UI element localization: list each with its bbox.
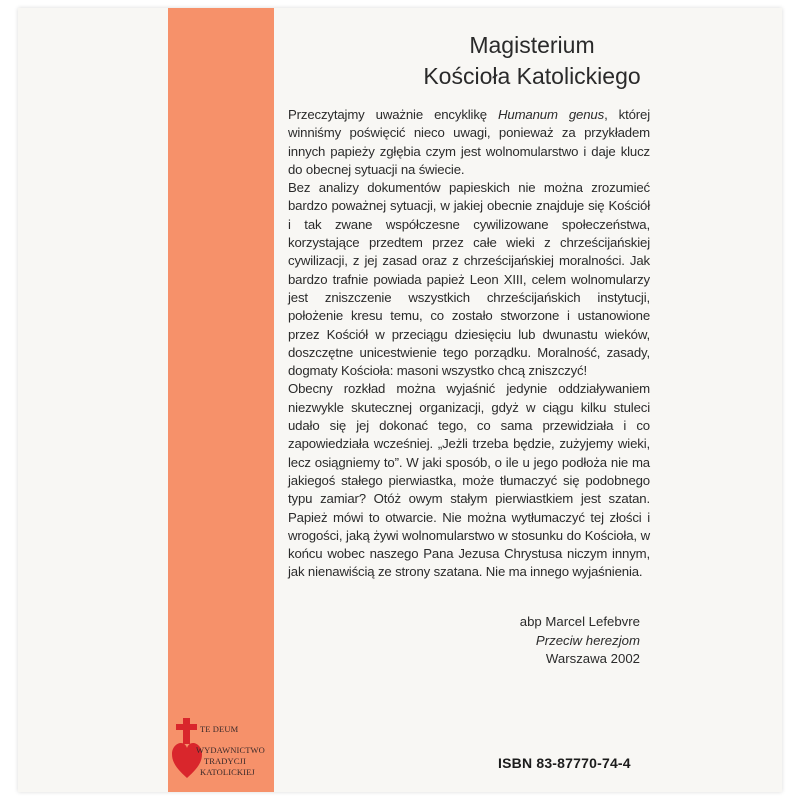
publisher-line-1: TE DEUM bbox=[200, 724, 239, 734]
paragraph-3: Obecny rozkład można wyjaśnić jedynie oddziaływaniem niezwykle skutecznej organizacji, gdyż w ciągu kilku stuleci udało się jej dokonać tego, co sama przewidziała i co zapowiedziała wcześniej. „Jeżli trzeba będzie, zużyjemy wieki, lecz osiągniemy to”. W jaki sposób, o ile u jego podłoża nie ma jakiegoś stałego pierwiastka, może tłumaczyć się podobnego typu zamiar? Otóż owym stałym pierwiastkiem jest szatan. Papież mówi to otwarcie. Nie można wytłumaczyć tej złości i wrogości, jaką żywi wolnomularstwo w stosunku do Kościoła, w końcu wobec naszego Pana Jezusa Chrystusa niczym innym, jak nienawiścią ze strony szatana. Nie ma innego wyjaśnienia. bbox=[288, 381, 650, 580]
signature bbox=[440, 613, 640, 669]
page-title bbox=[302, 30, 762, 92]
publisher-line-4: KATOLICKIEJ bbox=[200, 767, 255, 777]
book-title: Przeciw herezjom bbox=[535, 632, 640, 648]
place-year: Warszawa 2002 bbox=[545, 651, 640, 666]
isbn-number: ISBN 83-87770-74-4 bbox=[498, 755, 631, 771]
paragraph-2: Bez analizy dokumentów papieskich nie można zrozumieć bardzo poważnej sytuacji, w jakiej obecnie znajduje się Kościół i tak zwane współczesne cywilizowane społeczeństwa, korzystające przedtem przez całe wieki z chrześcijańskiej cywilizacji, z jej zasad oraz z chrześcijańskiej moralności. Jak bardzo trafnie powiada papież Leon XIII, celem wolnomularzy jest zniszczenie wszystkich chrześcijańskich instytucji, położenie kresu temu, co zostało stworzone i ustanowione przez Kościół w przeciągu dziesięciu lub dwunastu wieków, doszczętne unicestwienie tego porządku. Moralność, zasady, dogmaty Kościoła: masoni wszystko chcą zniszczyć! bbox=[288, 180, 650, 379]
orange-stripe bbox=[168, 8, 274, 792]
publisher-line-2: WYDAWNICTWO bbox=[196, 745, 265, 755]
author-name: abp Marcel Lefebvre bbox=[519, 614, 640, 629]
paragraph-1-start: Przeczytajmy uważnie encyklikę bbox=[288, 107, 499, 122]
title-line-1: Magisterium bbox=[469, 32, 595, 58]
paragraph-1-end: , której winniśmy poświęcić nieco uwagi, ponieważ za przykładem innych papieży zgłębia czym jest wolnomularstwo i daje klucz do obecnej sytuacji na świecie. bbox=[288, 107, 650, 177]
encyclical-title: Humanum genus bbox=[498, 107, 605, 122]
publisher-line-3: TRADYCJI bbox=[204, 756, 246, 766]
paragraph-1 bbox=[288, 106, 650, 179]
title-line-2: Kościoła Katolickiego bbox=[423, 63, 641, 89]
cover-text bbox=[288, 106, 650, 582]
publisher-logo bbox=[170, 716, 270, 782]
